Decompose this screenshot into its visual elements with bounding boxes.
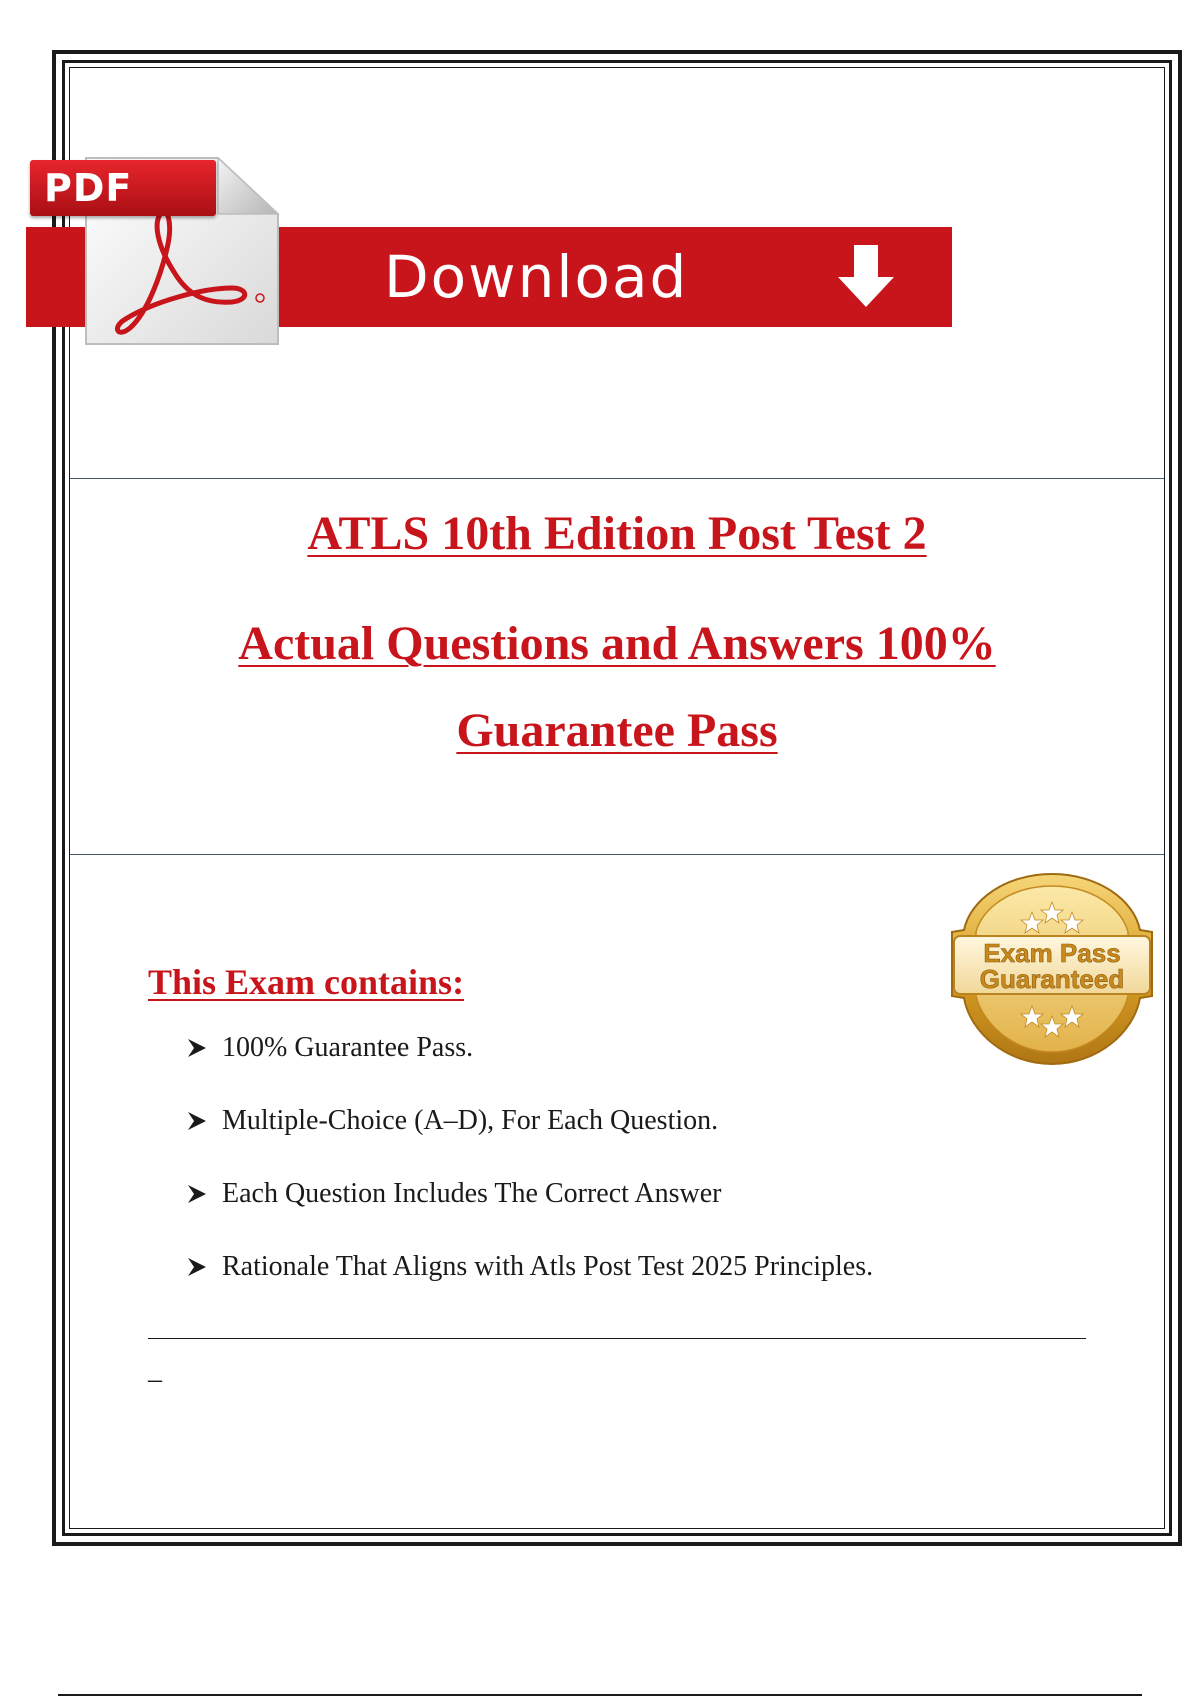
title-line-1: ATLS 10th Edition Post Test 2 [307, 507, 927, 560]
title-line-2: Actual Questions and Answers 100% [238, 617, 996, 670]
exam-contains-heading: This Exam contains: [148, 962, 465, 1002]
arrowhead-bullet-icon [186, 1247, 222, 1287]
exam-pass-guaranteed-seal-icon [948, 870, 1156, 1068]
list-item [186, 1101, 873, 1174]
list-item-text: 100% Guarantee Pass. [222, 1032, 474, 1063]
section-divider-top [70, 478, 1164, 479]
download-label: Download [384, 243, 689, 311]
list-item [186, 1174, 873, 1247]
list-item-text: Multiple-Choice (A–D), For Each Question. [222, 1105, 719, 1136]
badge-text-line-1: Exam Pass [983, 938, 1121, 968]
section-divider-bottom [70, 854, 1164, 855]
horizontal-rule [148, 1338, 1086, 1339]
list-item-text: Rationale That Aligns with Atls Post Test 2025 Principles. [222, 1251, 874, 1282]
pdf-tab-label: PDF [44, 166, 133, 210]
arrowhead-bullet-icon [186, 1174, 222, 1214]
list-item [186, 1247, 873, 1320]
page-bottom-rule [58, 1694, 1142, 1696]
trailing-dash: – [148, 1364, 162, 1395]
list-item-text: Each Question Includes The Correct Answer [222, 1178, 722, 1209]
list-item [186, 1028, 873, 1101]
title-line-3: Guarantee Pass [456, 704, 778, 757]
download-arrow-icon [826, 245, 906, 311]
exam-contains-list [186, 1028, 873, 1320]
arrowhead-bullet-icon [186, 1101, 222, 1141]
arrowhead-bullet-icon [186, 1028, 222, 1068]
badge-text-line-2: Guaranteed [979, 964, 1125, 994]
